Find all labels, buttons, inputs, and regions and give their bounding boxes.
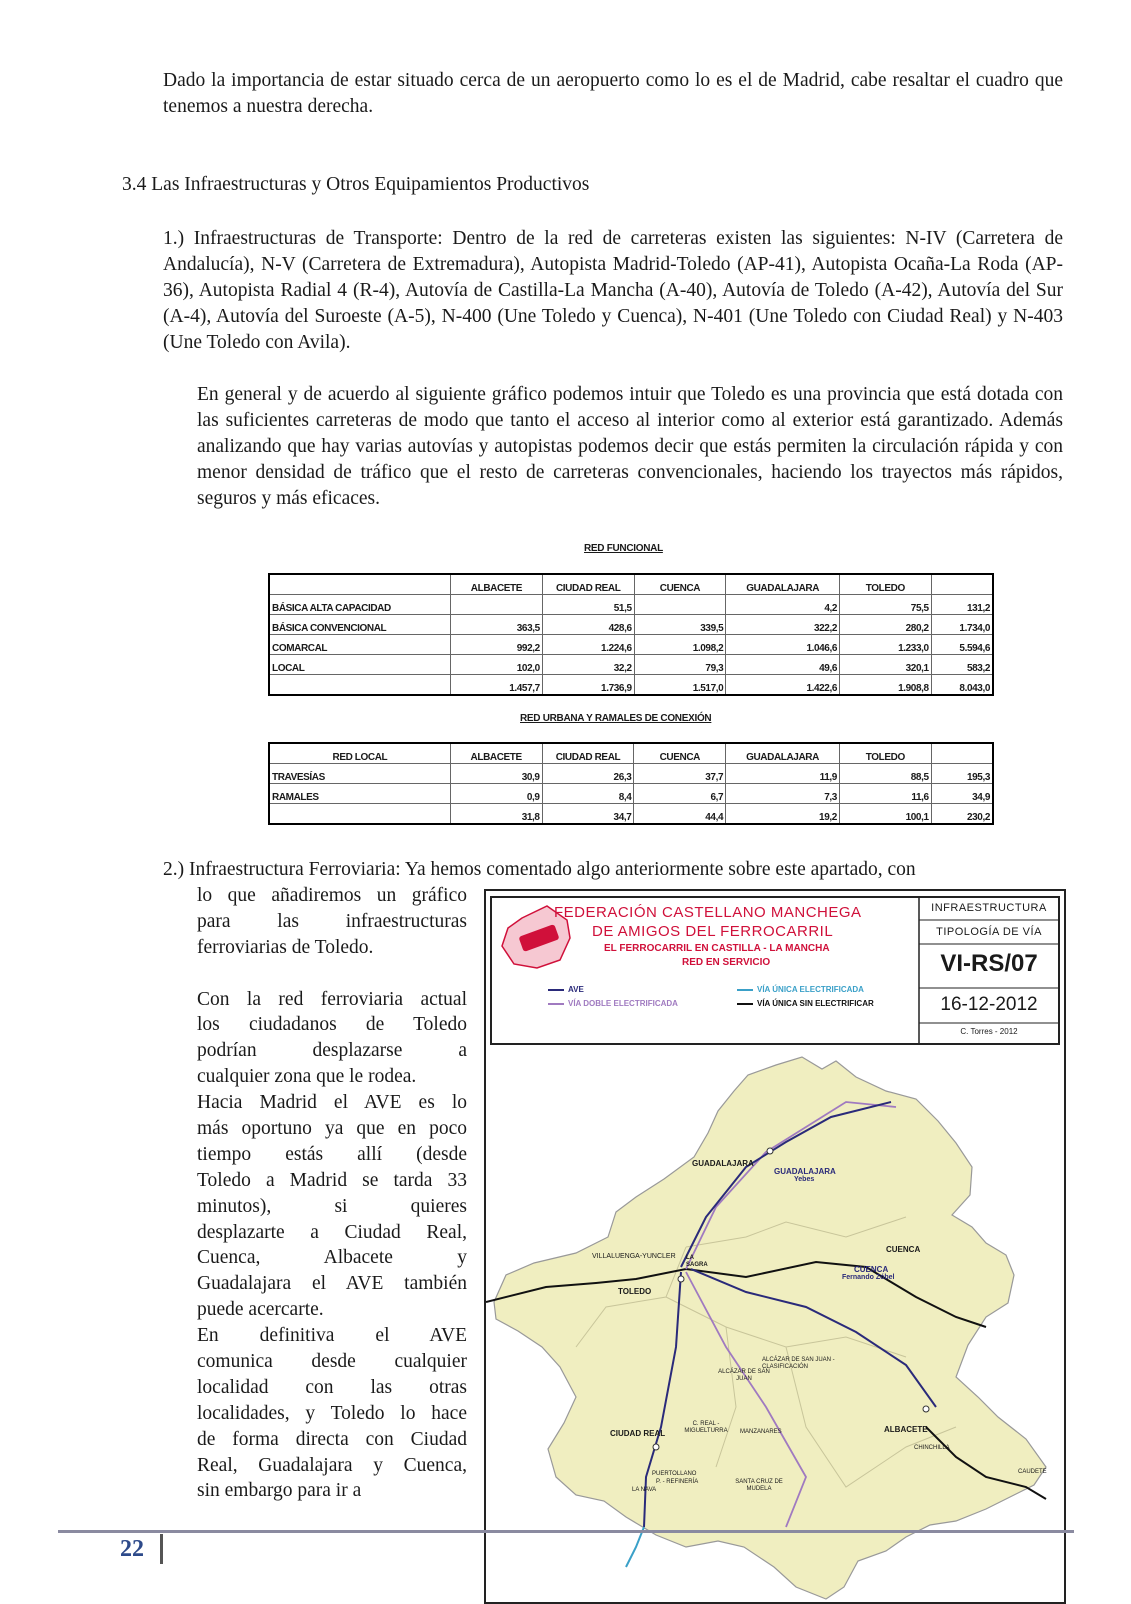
label-guadalajara: GUADALAJARA — [692, 1159, 754, 1168]
table-cell: 32,2 — [542, 655, 634, 675]
map-author: C. Torres - 2012 — [960, 1027, 1018, 1036]
table-cell — [451, 595, 543, 615]
label-toledo: TOLEDO — [618, 1287, 652, 1296]
table-cell: BÁSICA CONVENCIONAL — [269, 615, 451, 635]
table-cell — [634, 595, 726, 615]
table-cell: 102,0 — [451, 655, 543, 675]
column-text-line: localidad con las otras — [197, 1376, 467, 1398]
table-cell: 49,6 — [726, 655, 840, 675]
table-cell: BÁSICA ALTA CAPACIDAD — [269, 595, 451, 615]
table-row — [269, 595, 993, 615]
intro-paragraph: Dado la importancia de estar situado cerca de un aeropuerto como lo es el de Madrid, cabe resaltar el cuadro que tenemos a nuestra derecha. — [163, 70, 1063, 117]
label-p-refineria: P. - REFINERÍA — [656, 1479, 699, 1485]
label-villaluenga: VILLALUENGA-YUNCLER — [592, 1253, 676, 1260]
table-cell: CIUDAD REAL — [542, 574, 634, 595]
table-cell: LOCAL — [269, 655, 451, 675]
map-header — [490, 896, 1060, 1045]
footer-rule — [58, 1530, 1074, 1533]
table-cell: 428,6 — [542, 615, 634, 635]
label-ciudad-real: CIUDAD REAL — [610, 1429, 666, 1438]
label-chinchilla: CHINCHILLA — [914, 1445, 950, 1451]
table-cell: 11,9 — [726, 764, 840, 784]
label-puertollano: PUERTOLLANO — [652, 1471, 697, 1477]
table-cell: ALBACETE — [450, 743, 542, 764]
table-header-row — [269, 574, 993, 595]
column-text-line: tiempo estás allí (desde — [197, 1143, 467, 1165]
table-cell: 195,3 — [931, 764, 993, 784]
column-text-line: más oportuno ya que en poco — [197, 1118, 467, 1140]
table-cell: RED LOCAL — [269, 743, 450, 764]
column-text-line: Toledo a Madrid se tarda 33 — [197, 1169, 467, 1191]
table-cell: 8.043,0 — [931, 675, 993, 696]
label-yebes: Yebes — [794, 1176, 815, 1183]
label-fernando-zobel: Fernando Zóbel — [842, 1274, 895, 1281]
table-cell: 8,4 — [542, 784, 634, 804]
red-urbana-table — [268, 742, 994, 825]
table-row — [269, 804, 993, 825]
column-text-line: para las infraestructuras — [197, 910, 467, 932]
table-cell: 6,7 — [634, 784, 726, 804]
table1-title: RED FUNCIONAL — [584, 543, 663, 554]
map-body — [486, 1047, 1064, 1602]
column-text-line: de forma directa con Ciudad — [197, 1428, 467, 1450]
label-la-nava: LA NAVA — [632, 1487, 657, 1493]
table-cell: 1.224,6 — [542, 635, 634, 655]
table-cell: 230,2 — [931, 804, 993, 825]
column-text-line: ferroviarias de Toledo. — [197, 936, 374, 958]
table-row — [269, 784, 993, 804]
region-shape — [494, 1057, 1046, 1599]
column-text-line: Guadalajara el AVE también — [197, 1273, 467, 1295]
column-text-line: minutos), si quieres — [197, 1195, 467, 1217]
label-alcazar-sj: ALCÁZAR DE SAN JUAN — [718, 1369, 770, 1382]
column-text-line: Cuenca, Albacete y — [197, 1247, 467, 1269]
line-unica-elec — [626, 1527, 644, 1567]
table-cell: RAMALES — [269, 784, 450, 804]
table-cell: 1.517,0 — [634, 675, 726, 696]
table-cell: GUADALAJARA — [726, 743, 840, 764]
column-text-line: localidades, y Toledo lo hace — [197, 1402, 467, 1424]
table-header-row — [269, 743, 993, 764]
column-text-line: desplazarte a Ciudad Real, — [197, 1221, 467, 1243]
table-cell: 1.734,0 — [931, 615, 993, 635]
table-cell: CIUDAD REAL — [542, 743, 634, 764]
table-cell — [269, 574, 451, 595]
legend-unica-sin: VÍA ÚNICA SIN ELECTRIFICAR — [757, 999, 874, 1008]
label-guadalajara-ave: GUADALAJARA — [774, 1167, 836, 1176]
table-cell: COMARCAL — [269, 635, 451, 655]
table-cell: GUADALAJARA — [726, 574, 840, 595]
section-heading: 3.4 Las Infraestructuras y Otros Equipamientos Productivos — [122, 174, 590, 195]
table-cell: 30,9 — [450, 764, 542, 784]
table-cell: 100,1 — [839, 804, 931, 825]
label-albacete: ALBACETE — [884, 1425, 928, 1434]
table-row — [269, 675, 993, 696]
table-cell: 44,4 — [634, 804, 726, 825]
map-date: 16-12-2012 — [940, 994, 1038, 1015]
table-cell: 88,5 — [839, 764, 931, 784]
table-row — [269, 615, 993, 635]
table-cell: 131,2 — [931, 595, 993, 615]
table-cell — [269, 804, 450, 825]
table-cell — [269, 675, 451, 696]
table-cell: 31,8 — [450, 804, 542, 825]
table-row — [269, 655, 993, 675]
item1-paragraph1: 1.) Infraestructuras de Transporte: Dentro de la red de carreteras existen las siguientes: N-IV (Carretera de Andalucía), N-V (Carretera de Extremadura), Autopista Madrid-Toledo (AP-41), Autopista Ocaña-La Roda (AP-36), Autopista Radial 4 (R-4), Autovía de Castilla-La Mancha (A-40), Autovía de Toledo (A-42), Autovía del Sur (A-4), Autovía del Suroeste (A-5), N-400 (Une Toledo y Cuenca), N-401 (Une Toledo con Ciudad Real) y N-403 (Une Toledo con Avila). — [163, 228, 1063, 353]
table-row — [269, 635, 993, 655]
column-text-line: sin embargo para ir a — [197, 1480, 362, 1502]
table-cell: CUENCA — [634, 743, 726, 764]
legend-doble: VÍA DOBLE ELECTRIFICADA — [568, 999, 678, 1008]
label-caudete: CAUDETE — [1018, 1469, 1047, 1475]
label-cuenca-ave: CUENCA — [854, 1265, 889, 1274]
label-la-sagra: LA SAGRA — [686, 1255, 708, 1268]
label-cuenca: CUENCA — [886, 1245, 921, 1254]
label-creal-miguelturra: C. REAL - MIGUELTURRA — [684, 1421, 728, 1434]
table-cell: ALBACETE — [451, 574, 543, 595]
table-cell: 1.098,2 — [634, 635, 726, 655]
red-funcional-table — [268, 573, 994, 696]
table-cell: 583,2 — [931, 655, 993, 675]
table-cell: 1.046,6 — [726, 635, 840, 655]
map-sub-line1: EL FERROCARRIL EN CASTILLA - LA MANCHA — [604, 943, 830, 954]
table-cell: 322,2 — [726, 615, 840, 635]
table-cell: 11,6 — [839, 784, 931, 804]
table-cell: 75,5 — [840, 595, 932, 615]
legend-ave: AVE — [568, 985, 584, 994]
table-cell: 37,7 — [634, 764, 726, 784]
table-cell: 1.422,6 — [726, 675, 840, 696]
column-text-line: En definitiva el AVE — [197, 1325, 467, 1347]
table-cell: 0,9 — [450, 784, 542, 804]
table-cell: 339,5 — [634, 615, 726, 635]
table-cell: 280,2 — [840, 615, 932, 635]
column-text-line: los ciudadanos de Toledo — [197, 1014, 467, 1036]
column-text-line: podrían desplazarse a — [197, 1040, 467, 1062]
table2-title: RED URBANA Y RAMALES DE CONEXIÓN — [520, 713, 712, 724]
column-text-line: Con la red ferroviaria actual — [197, 988, 467, 1010]
column-text-line: Hacia Madrid el AVE es lo — [197, 1092, 467, 1114]
railway-map — [484, 889, 1066, 1604]
table-cell — [931, 743, 993, 764]
column-text-line: puede acercarte. — [197, 1299, 324, 1321]
table-row — [269, 764, 993, 784]
item1-paragraph2: En general y de acuerdo al siguiente gráfico podemos intuir que Toledo es una provincia que está dotada con las suficientes carreteras de modo que tanto el acceso al interior como al exterior está garantizado. Además analizando que hay varias autovías y autopistas podemos decir que estás permiten la circulación rápida y con menor densidad de tráfico que el resto de carreteras convencionales, haciendo los trayectos más rápidos, seguros y más eficaces. — [197, 384, 1063, 509]
map-code: VI-RS/07 — [940, 950, 1038, 977]
table-cell: 320,1 — [840, 655, 932, 675]
table-cell: 34,7 — [542, 804, 634, 825]
table-cell: TRAVESÍAS — [269, 764, 450, 784]
table-cell: 1.908,8 — [840, 675, 932, 696]
table-cell: 4,2 — [726, 595, 840, 615]
page-number-divider — [160, 1534, 163, 1564]
table-cell: 1.457,7 — [451, 675, 543, 696]
label-manzanares: MANZANARES — [740, 1429, 782, 1435]
table-cell: 19,2 — [726, 804, 840, 825]
label-alcazar-sjc: ALCÁZAR DE SAN JUAN - CLASIFICACIÓN — [762, 1357, 835, 1370]
column-text-line: lo que añadiremos un gráfico — [197, 885, 467, 906]
table-cell — [931, 574, 993, 595]
item2-intro: 2.) Infraestructura Ferroviaria: Ya hemos comentado algo anteriormente sobre este apartado, con — [163, 859, 916, 880]
label-santa-cruz: SANTA CRUZ DE MUDELA — [735, 1479, 783, 1492]
map-org-line2: DE AMIGOS DEL FERROCARRIL — [592, 923, 834, 940]
column-text-line: cualquier zona que le rodea. — [197, 1066, 417, 1088]
map-sub-line2: RED EN SERVICIO — [682, 957, 771, 968]
table-cell: 992,2 — [451, 635, 543, 655]
table-cell: 1.233,0 — [840, 635, 932, 655]
table-cell: 51,5 — [542, 595, 634, 615]
table-cell: 1.736,9 — [542, 675, 634, 696]
table-cell: TOLEDO — [840, 574, 932, 595]
map-org-line1: FEDERACIÓN CASTELLANO MANCHEGA — [554, 904, 862, 921]
table-cell: 7,3 — [726, 784, 840, 804]
box-infraestructura: INFRAESTRUCTURA — [931, 902, 1047, 914]
table-cell: 363,5 — [451, 615, 543, 635]
table-cell: 5.594,6 — [931, 635, 993, 655]
column-text-line: comunica desde cualquier — [197, 1351, 467, 1373]
table-cell: 26,3 — [542, 764, 634, 784]
column-text-line — [197, 961, 467, 987]
table-cell: CUENCA — [634, 574, 726, 595]
legend-unica-elec: VÍA ÚNICA ELECTRIFICADA — [757, 985, 864, 994]
column-text-line: Real, Guadalajara y Cuenca, — [197, 1454, 467, 1476]
table-cell: TOLEDO — [839, 743, 931, 764]
item2-column-text — [197, 883, 467, 1504]
box-tipologia: TIPOLOGÍA DE VÍA — [936, 926, 1042, 938]
page-number: 22 — [120, 1536, 144, 1562]
table-cell: 34,9 — [931, 784, 993, 804]
table-cell: 79,3 — [634, 655, 726, 675]
